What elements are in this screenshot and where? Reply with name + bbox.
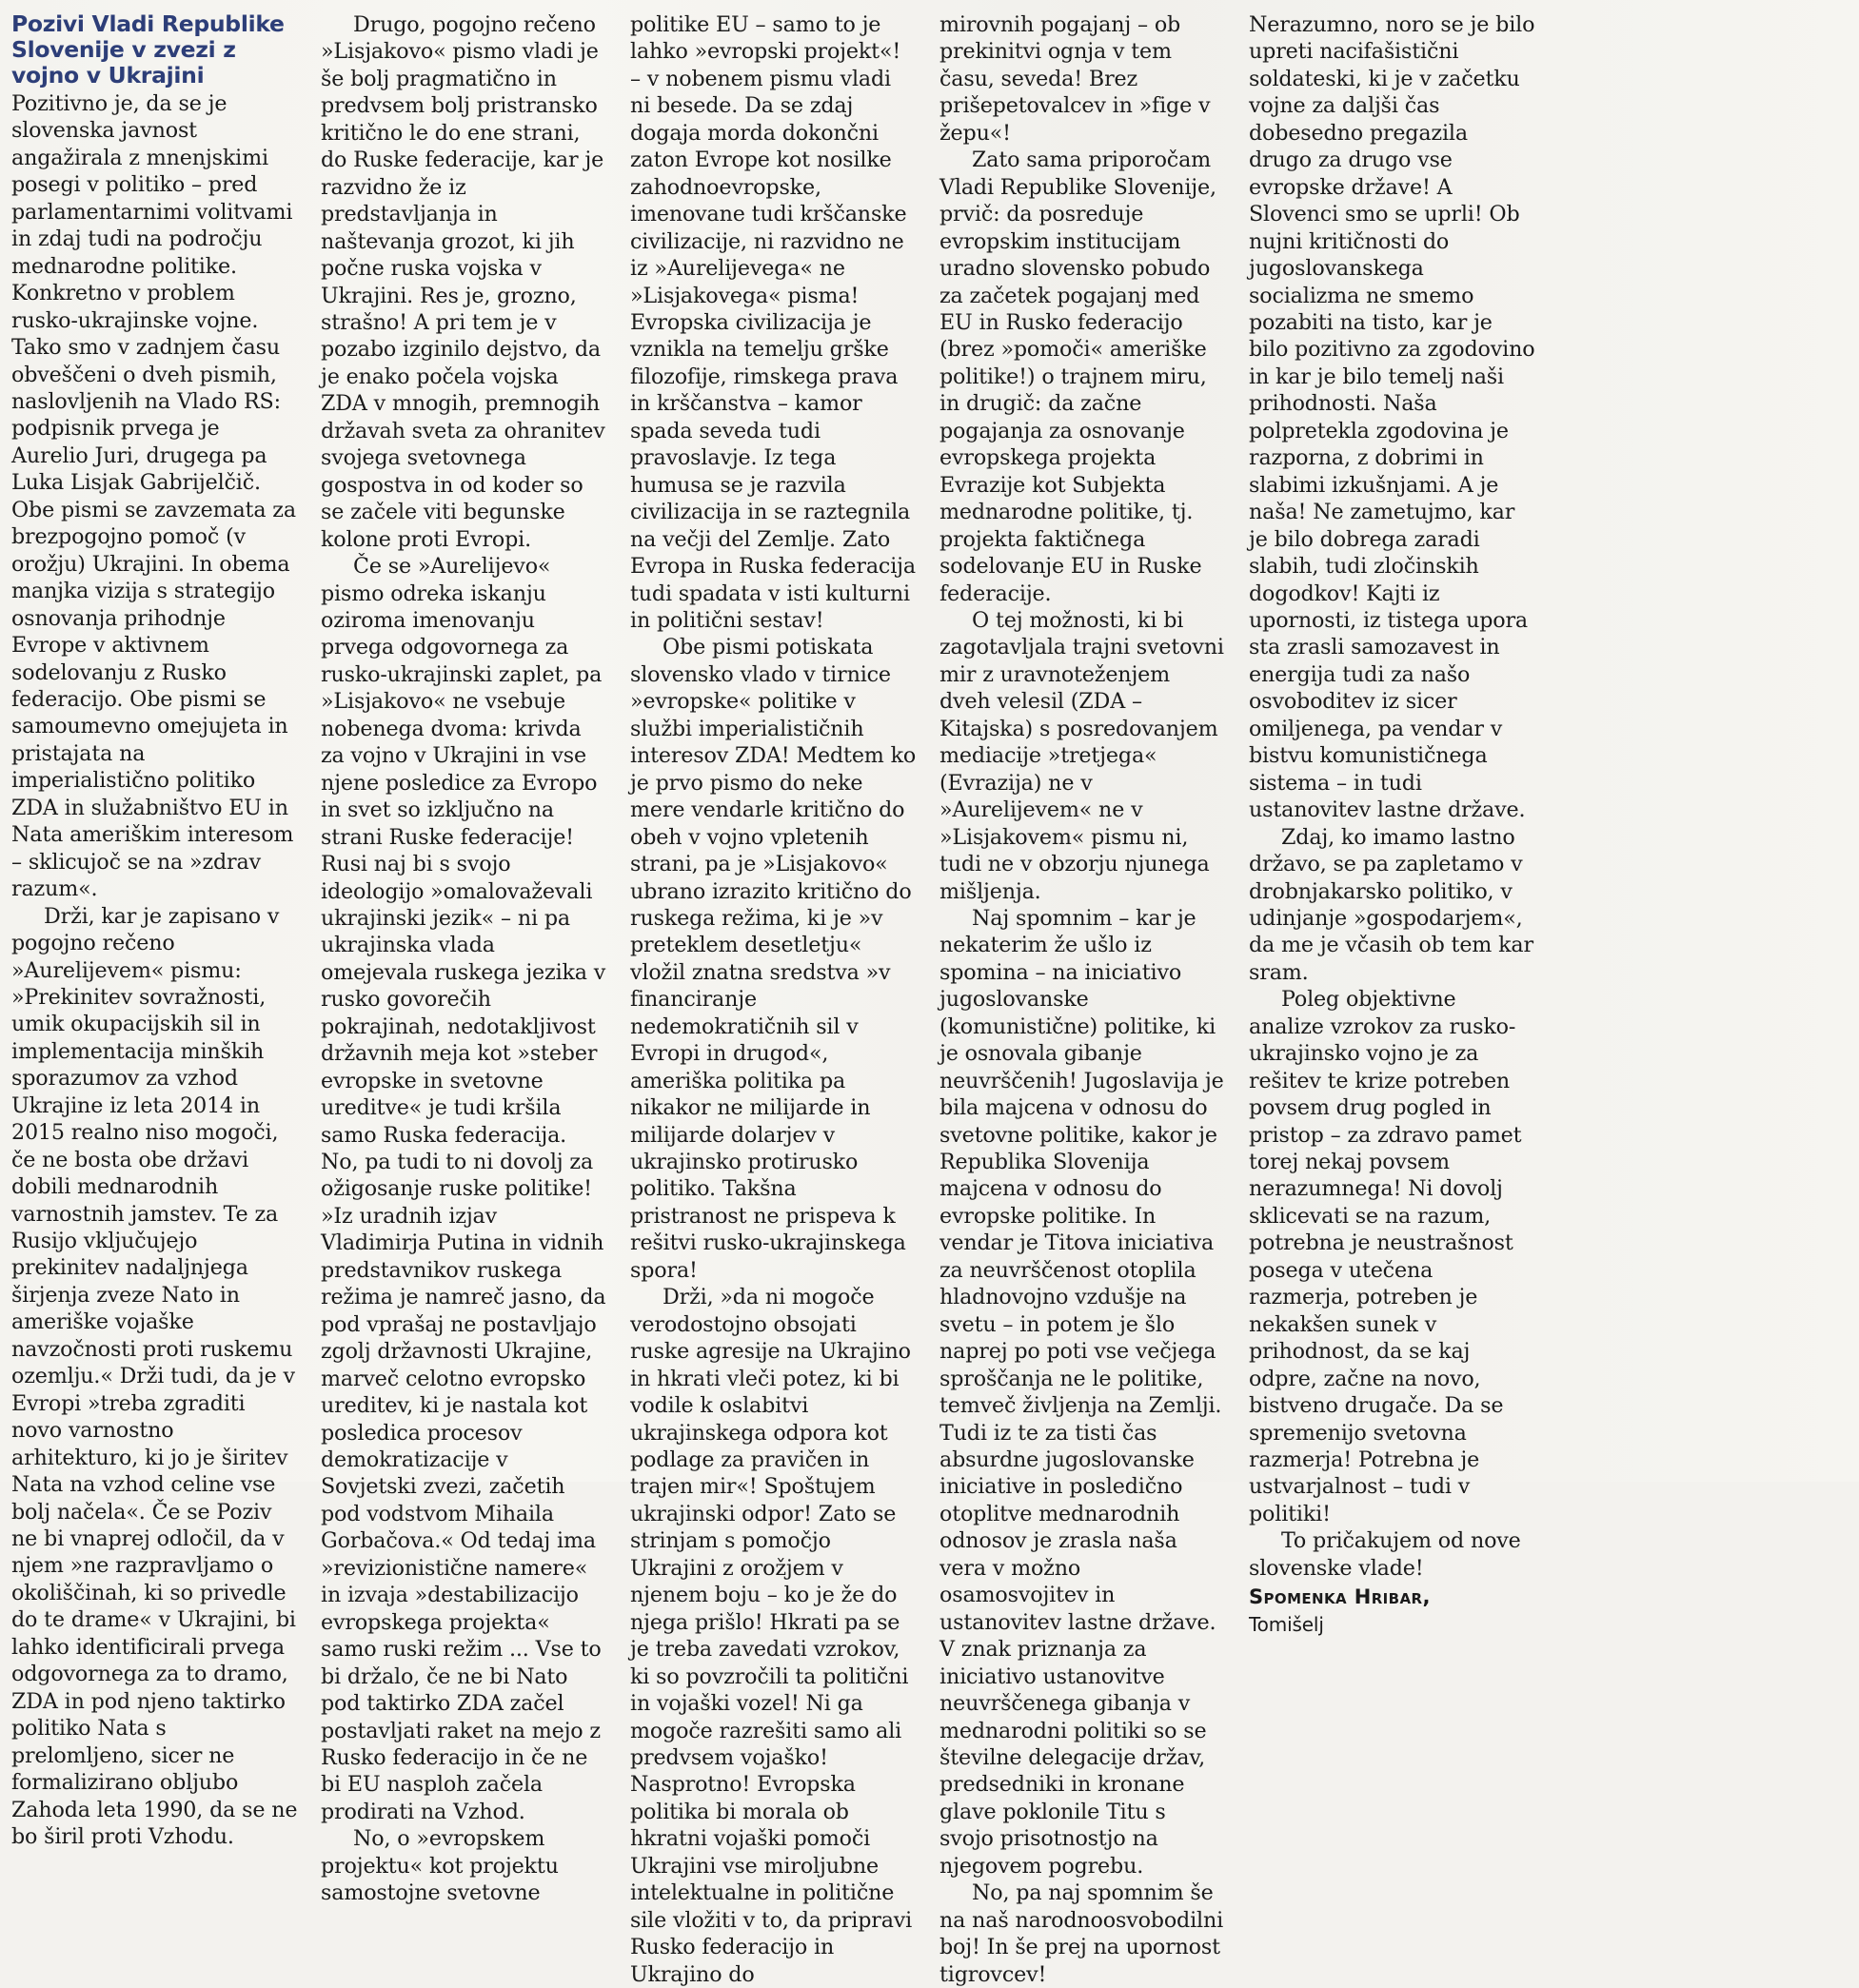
paragraph: No, pa naj spomnim še na naš narodnoosvobodilni boj! In še prej na upornost tigrovcev!: [939, 1880, 1224, 1987]
paragraph: To pričakujem od nove slovenske vlade!: [1249, 1528, 1521, 1581]
paragraph: No, o »evropskem projektu« kot projektu samostojne svetovne: [321, 1826, 559, 1906]
paragraph: Zdaj, ko imamo lastno državo, se pa zapletamo v drobnjakarsko politiko, v udinjanje »gospodarjem«, da me je včasih ob tem kar sram.: [1249, 824, 1533, 985]
paragraph: Poleg objektivne analize vzrokov za rusko-ukrajinsko vojno je za rešitev te krize potreben povsem drug pogled in pristop – za zdravo pamet torej nekaj povsem nerazumnega! Ni dovolj sklicevati se na razum, potrebna je neustrašnost posega v utečena razmerja, potreben je nekakšen sunek v prihodnost, da se kaj odpre, začne na novo, bistveno drugače. Da se spremenijo svetovna razmerja! Potrebna je ustvarjalnost – tudi v politiki!: [1249, 987, 1522, 1526]
paragraph: Drugo, pogojno rečeno »Lisjakovo« pismo vladi je še bolj pragmatično in predvsem bolj pristransko kritično le do ene strani, do Ruske federacije, kar je razvidno že iz predstavljanja in naštevanja grozot, ki jih počne ruska vojska v Ukrajini. Res je, grozno, strašno! A pri tem je v pozabo izginilo dejstvo, da je enako počela vojska ZDA v mnogih, premnogih državah sveta za ohranitev svojega svetovnega gospostva in od koder so se začele viti begunske kolone proti Evropi.: [321, 12, 605, 552]
column-5: [1249, 11, 1535, 1636]
paragraph: politike EU – samo to je lahko »evropski projekt«! – v nobenem pismu vladi ni besede. Da se zdaj dogaja morda dokončni zaton Evrope kot nosilke zahodnoevropske, imenovane tudi krščanske civilizacije, ni razvidno ne iz »Aurelijevega« ne »Lisjakovega« pisma! Evropska civilizacija je vznikla na temelju grške filozofije, rimskega prava in krščanstva – kamor spada seveda tudi pravoslavje. Iz tega humusa se je razvila civilizacija in se raztegnila na večji del Zemlje. Zato Evropa in Ruska federacija tudi spadata v isti kulturni in politični sestav!: [630, 12, 916, 633]
article-columns: [11, 10, 1848, 1987]
author-place: Tomišelj: [1249, 1612, 1324, 1636]
paragraph: Pozitivno je, da se je slovenska javnost angažirala z mnenjskimi posegi v politiko – pred parlamentarnimi volitvami in zdaj tudi na področju mednarodne politike. Konkretno v problem rusko-ukrajinske vojne. Tako smo v zadnjem času obveščeni o dveh pismih, naslovljenih na Vlado RS: podpisnik prvega je Aurelio Juri, drugega pa Luka Lisjak Gabrijelčič. Obe pismi se zavzemata za brezpogojno pomoč (v orožju) Ukrajini. In obema manjka vizija s strategijo osnovanja prihodnje Evrope v aktivnem sodelovanju z Rusko federacijo. Obe pismi se samoumevno omejujeta in pristajata na imperialistično politiko ZDA in služabništvo EU in Nata ameriškim interesom – sklicujoč se na »zdrav razum«.: [11, 91, 296, 902]
paragraph: Zato sama priporočam Vladi Republike Slovenije, prvič: da posreduje evropskim institucijam uradno slovensko pobudo za začetek pogajanj med EU in Rusko federacijo (brez »pomoči« ameriške politike!) o trajnem miru, in drugič: da začne pogajanja za osnovanje evropskega projekta Evrazije kot Subjekta mednarodne politike, tj. projekta faktičnega sodelovanje EU in Ruske federacije.: [939, 148, 1216, 606]
paragraph: Naj spomnim – kar je nekaterim že ušlo iz spomina – na iniciativo jugoslovanske (komunistične) politike, ki je osnovala gibanje neuvrščenih! Jugoslavija je bila majcena v odnosu do svetovne politike, kakor je Republika Slovenija majcena v odnosu do evropske politike. In vendar je Titova iniciativa za neuvrščenost otoplila hladnovojno vzdušje na svetu – in potem je šlo naprej po poti vse večjega sproščanja ne le politike, temveč življenja na Zemlji. Tudi iz te za tisti čas absurdne jugoslovanske iniciative in posledično otoplitve mednarodnih odnosov je zrasla naša vera v možno osamosvojitev in ustanovitev lastne države. V znak priznanja za iniciativo ustanovitve neuvrščenega gibanja v mednarodni politiki so se številne delegacije držav, predsedniki in kronane glave poklonile Titu s svojo prisotnostjo na njegovem pogrebu.: [939, 905, 1224, 1879]
column-2: [321, 11, 607, 1906]
paragraph: Drži, »da ni mogoče verodostojno obsojati ruske agresije na Ukrajino in hkrati vleči potez, ki bi vodile k oslabitvi ukrajinskega odpora kot podlage za pravičen in trajen mir«! Spoštujem ukrajinski odpor! Zato se strinjam s pomočjo Ukrajini z orožjem v njenem boju – ko je že do njega prišlo! Hkrati pa se je treba zavedati vzrokov, ki so povzročili ta politični in vojaški vozel! Ni ga mogoče razrešiti samo ali predvsem vojaško! Nasprotno! Evropska politika bi morala ob hkratni vojaški pomoči Ukrajini vse miroljubne intelektualne in politične sile vložiti v to, da pripravi Rusko federacijo in Ukrajino do: [630, 1285, 913, 1987]
paragraph: mirovnih pogajanj – ob prekinitvi ognja v tem času, seveda! Brez prišepetovalcev in »fige v žepu«!: [939, 12, 1211, 146]
paragraph: Drži, kar je zapisano v pogojno rečeno »Aurelijevem« pismu: »Prekinitev sovražnosti, umik okupacijskih sil in implementacija minških sporazumov za vzhod Ukrajine iz leta 2014 in 2015 realno niso mogoči, če ne bosta obe državi dobili mednarodnih varnostnih jamstev. Te za Rusijo vključujejo prekinitev nadaljnjega širjenja zveze Nato in ameriške vojaške navzočnosti proti ruskemu ozemlju.« Drži tudi, da je v Evropi »treba zgraditi novo varnostno arhitekturo, ki jo je širitev Nata na vzhod celine vse bolj načela«. Če se Poziv ne bi vnaprej odločil, da v njem »ne razpravljamo o okoliščinah, ki so privedle do te drame« v Ukrajini, bi lahko identificirali prvega odgovornega za to dramo, ZDA in pod njeno taktirko politiko Nata s prelomljeno, sicer ne formalizirano obljubo Zahoda leta 1990, da se ne bo širil proti Vzhodu.: [11, 903, 298, 1849]
paragraph: Če se »Aurelijevo« pismo odreka iskanju oziroma imenovanju prvega odgovornega za rusko-ukrajinski zaplet, pa »Lisjakovo« ne vsebuje nobenega dvoma: krivda za vojno v Ukrajini in vse njene posledice za Evropo in svet so izključno na strani Ruske federacije! Rusi naj bi s svojo ideologijo »omalovaževali ukrajinski jezik« – ni pa ukrajinska vlada omejevala ruskega jezika v rusko govorečih pokrajinah, nedotakljivost državnih meja kot »steber evropske in svetovne ureditve« je tudi kršila samo Ruska federacija. No, pa tudi to ni dovolj za ožigosanje ruske politike! »Iz uradnih izjav Vladimirja Putina in vidnih predstavnikov ruskega režima je namreč jasno, da pod vprašaj ne postavljajo zgolj državnosti Ukrajine, marveč celotno evropsko ureditev, ki je nastala kot posledica procesov demokratizacije v Sovjetski zvezi, začetih pod vodstvom Mihaila Gorbačova.« Od tedaj ima »revizionistične namere« in izvaja »destabilizacijo evropskega projekta« samo ruski režim ... Vse to bi držalo, če ne bi Nato pod taktirko ZDA začel postavljati raket na mejo z Rusko federacijo in če ne bi EU nasploh začela prodirati na Vzhod.: [321, 554, 606, 1824]
paragraph: O tej možnosti, ki bi zagotavljala trajni svetovni mir z uravnoteženjem dveh velesil (ZDA – Kitajska) s posredovanjem mediacije »tretjega« (Evrazija) ne v »Aurelijevem« ne v »Lisjakovem« pismu ni, tudi ne v obzorju njunega mišljenja.: [939, 607, 1224, 904]
column-4: [939, 11, 1226, 1987]
article-title: Pozivi Vladi Republike Slovenije v zvezi z vojno v Ukrajini: [11, 10, 285, 89]
signature: [1249, 1584, 1535, 1638]
column-3: [630, 11, 917, 1987]
paragraph: Obe pismi potiskata slovensko vlado v tirnice »evropske« politike v službi imperialističnih interesov ZDA! Medtem ko je prvo pismo do neke mere vendarle kritično do obeh v vojno vpletenih strani, pa je »Lisjakovo« ubrano izrazito kritično do ruskega režima, ki je »v preteklem desetletju« vložil znatna sredstva »v financiranje nedemokratičnih sil v Evropi in drugod«, ameriška politika pa nikakor ne milijarde in milijarde dolarjev v ukrajinsko protirusko politiko. Takšna pristranost ne prispeva k rešitvi rusko-ukrajinskega spora!: [630, 635, 917, 1283]
column-1: [11, 10, 298, 1849]
author-name: Spomenka Hribar,: [1249, 1585, 1431, 1609]
paragraph: Nerazumno, noro se je bilo upreti nacifašistični soldateski, ki je v začetku vojne za daljši čas dobesedno pregazila drugo za drugo vse evropske države! A Slovenci smo se uprli! Ob nujni kritičnosti do jugoslovanskega socializma ne smemo pozabiti na tisto, kar je bilo pozitivno za zgodovino in kar je bilo temelj naši prihodnosti. Naša polpretekla zgodovina je razporna, z dobrimi in slabimi izkušnjami. A je naša! Ne zametujmo, kar je bilo dobrega zaradi slabih, tudi zločinskih dogodkov! Kajti iz upornosti, iz tistega upora sta zrasli samozavest in energija tudi za našo osvoboditev iz sicer omiljenega, pa vendar v bistvu komunističnega sistema – in tudi ustanovitev lastne države.: [1249, 12, 1535, 823]
